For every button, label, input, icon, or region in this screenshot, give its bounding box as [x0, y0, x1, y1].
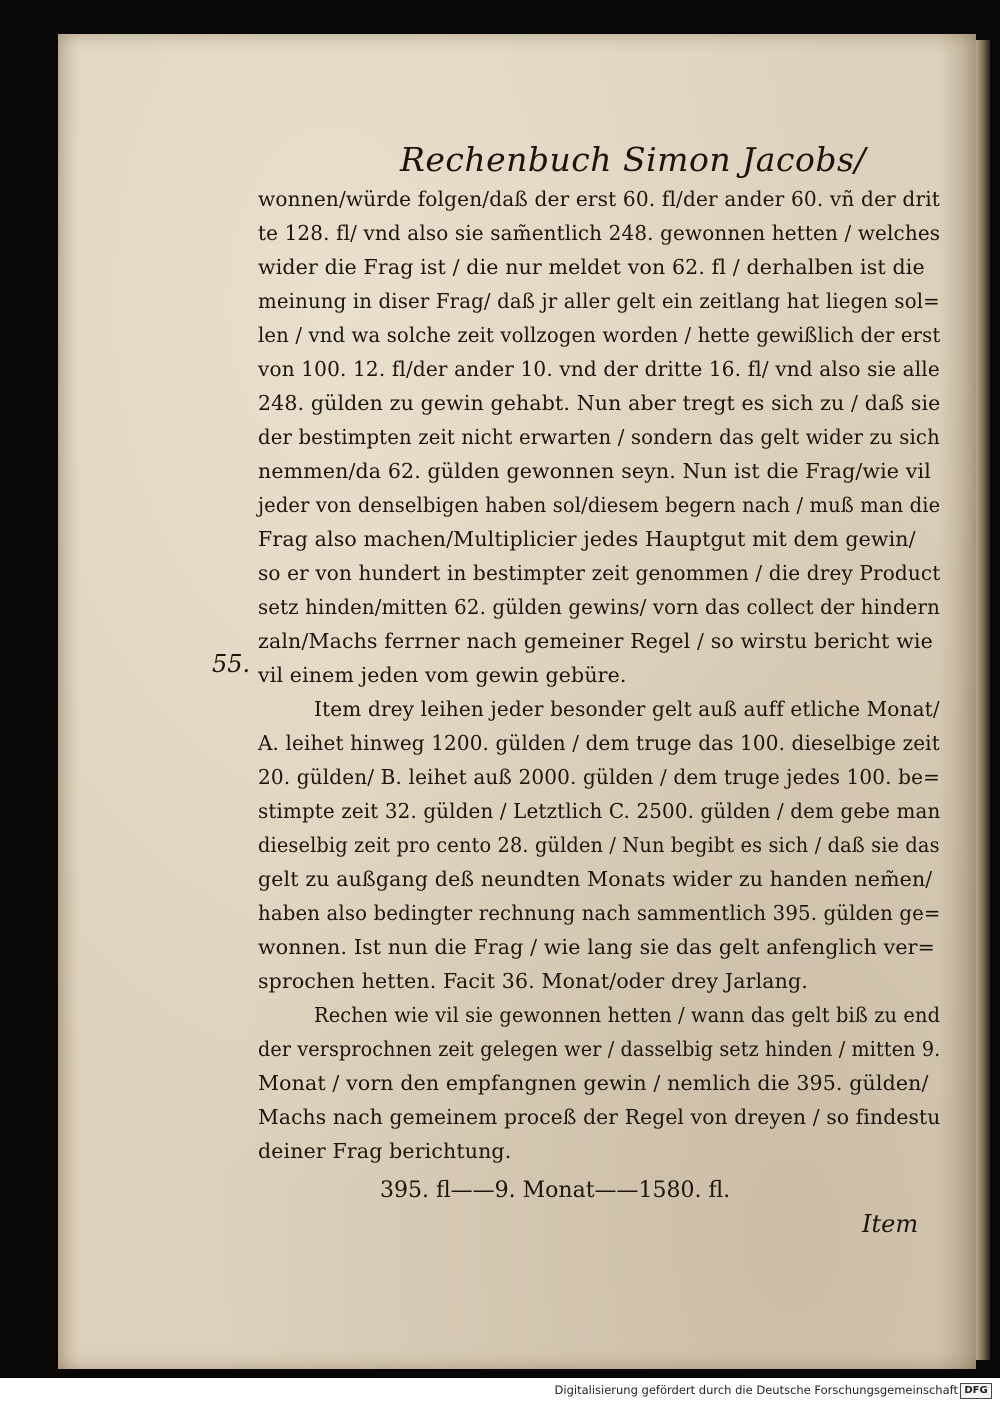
text-line: der versprochnen zeit gelegen wer / dasselbig setz hinden / mitten 9.	[258, 1037, 941, 1061]
text-line: zaln/Machs ferrner nach gemeiner Regel / so wirstu bericht wie	[258, 629, 933, 653]
page-edge	[976, 40, 990, 1360]
text-line: wider die Frag ist / die nur meldet von 62. fl / derhalben ist die	[258, 255, 925, 279]
footer-bar	[0, 1380, 1000, 1401]
running-header: Rechenbuch Simon Jacobs/	[400, 140, 866, 179]
text-line: dieselbig zeit pro cento 28. gülden / Nun begibt es sich / daß sie das	[258, 833, 940, 857]
text-line: len / vnd wa solche zeit vollzogen worden / hette gewißlich der erst	[258, 323, 941, 347]
text-line: Monat / vorn den empfangnen gewin / nemlich die 395. gülden/	[258, 1071, 929, 1095]
text-line: A. leihet hinweg 1200. gülden / dem truge das 100. dieselbige zeit	[258, 731, 940, 755]
catchword: Item	[862, 1210, 919, 1238]
text-line: wonnen/würde folgen/daß der erst 60. fl/der ander 60. vñ der drit	[258, 187, 941, 211]
text-line: Rechen wie vil sie gewonnen hetten / wann das gelt biß zu end	[314, 1003, 941, 1027]
text-line: Item drey leihen jeder besonder gelt auß auff etliche Monat/	[314, 697, 940, 721]
text-line: wonnen. Ist nun die Frag / wie lang sie das gelt anfenglich ver=	[258, 935, 935, 959]
proportion-formula: 395. fl——9. Monat——1580. fl.	[380, 1178, 731, 1203]
text-line: meinung in diser Frag/ daß jr aller gelt ein zeitlang hat liegen sol=	[258, 289, 940, 313]
text-line: deiner Frag berichtung.	[258, 1139, 512, 1163]
text-line: nemmen/da 62. gülden gewonnen seyn. Nun ist die Frag/wie vil	[258, 459, 931, 483]
funding-credit: Digitalisierung gefördert durch die Deutsche Forschungsgemeinschaft	[554, 1383, 958, 1397]
text-line: von 100. 12. fl/der ander 10. vnd der dritte 16. fl/ vnd also sie alle	[258, 357, 940, 381]
text-line: so er von hundert in bestimpter zeit genommen / die drey Product	[258, 561, 941, 585]
text-line: sprochen hetten. Facit 36. Monat/oder drey Jarlang.	[258, 969, 808, 993]
text-line: vil einem jeden vom gewin gebüre.	[258, 663, 627, 687]
text-line: setz hinden/mitten 62. gülden gewins/ vorn das collect der hindern	[258, 595, 940, 619]
text-line: der bestimpten zeit nicht erwarten / sondern das gelt wider zu sich	[258, 425, 940, 449]
text-line: stimpte zeit 32. gülden / Letztlich C. 2500. gülden / dem gebe man	[258, 799, 941, 823]
text-line: Machs nach gemeinem proceß der Regel von dreyen / so findestu	[258, 1105, 941, 1129]
margin-number: 55.	[212, 650, 251, 678]
dfg-logo: DFG	[960, 1383, 992, 1399]
text-line: te 128. fl/ vnd also sie sam̃entlich 248. gewonnen hetten / welches	[258, 221, 941, 245]
text-line: 20. gülden/ B. leihet auß 2000. gülden / dem truge jedes 100. be=	[258, 765, 941, 789]
text-line: haben also bedingter rechnung nach sammentlich 395. gülden ge=	[258, 901, 941, 925]
text-line: Frag also machen/Multiplicier jedes Hauptgut mit dem gewin/	[258, 527, 916, 551]
text-line: 248. gülden zu gewin gehabt. Nun aber tregt es sich zu / daß sie	[258, 391, 941, 415]
text-line: jeder von denselbigen haben sol/diesem begern nach / muß man die	[258, 493, 941, 517]
text-line: gelt zu außgang deß neundten Monats wider zu handen nem̃en/	[258, 867, 933, 891]
